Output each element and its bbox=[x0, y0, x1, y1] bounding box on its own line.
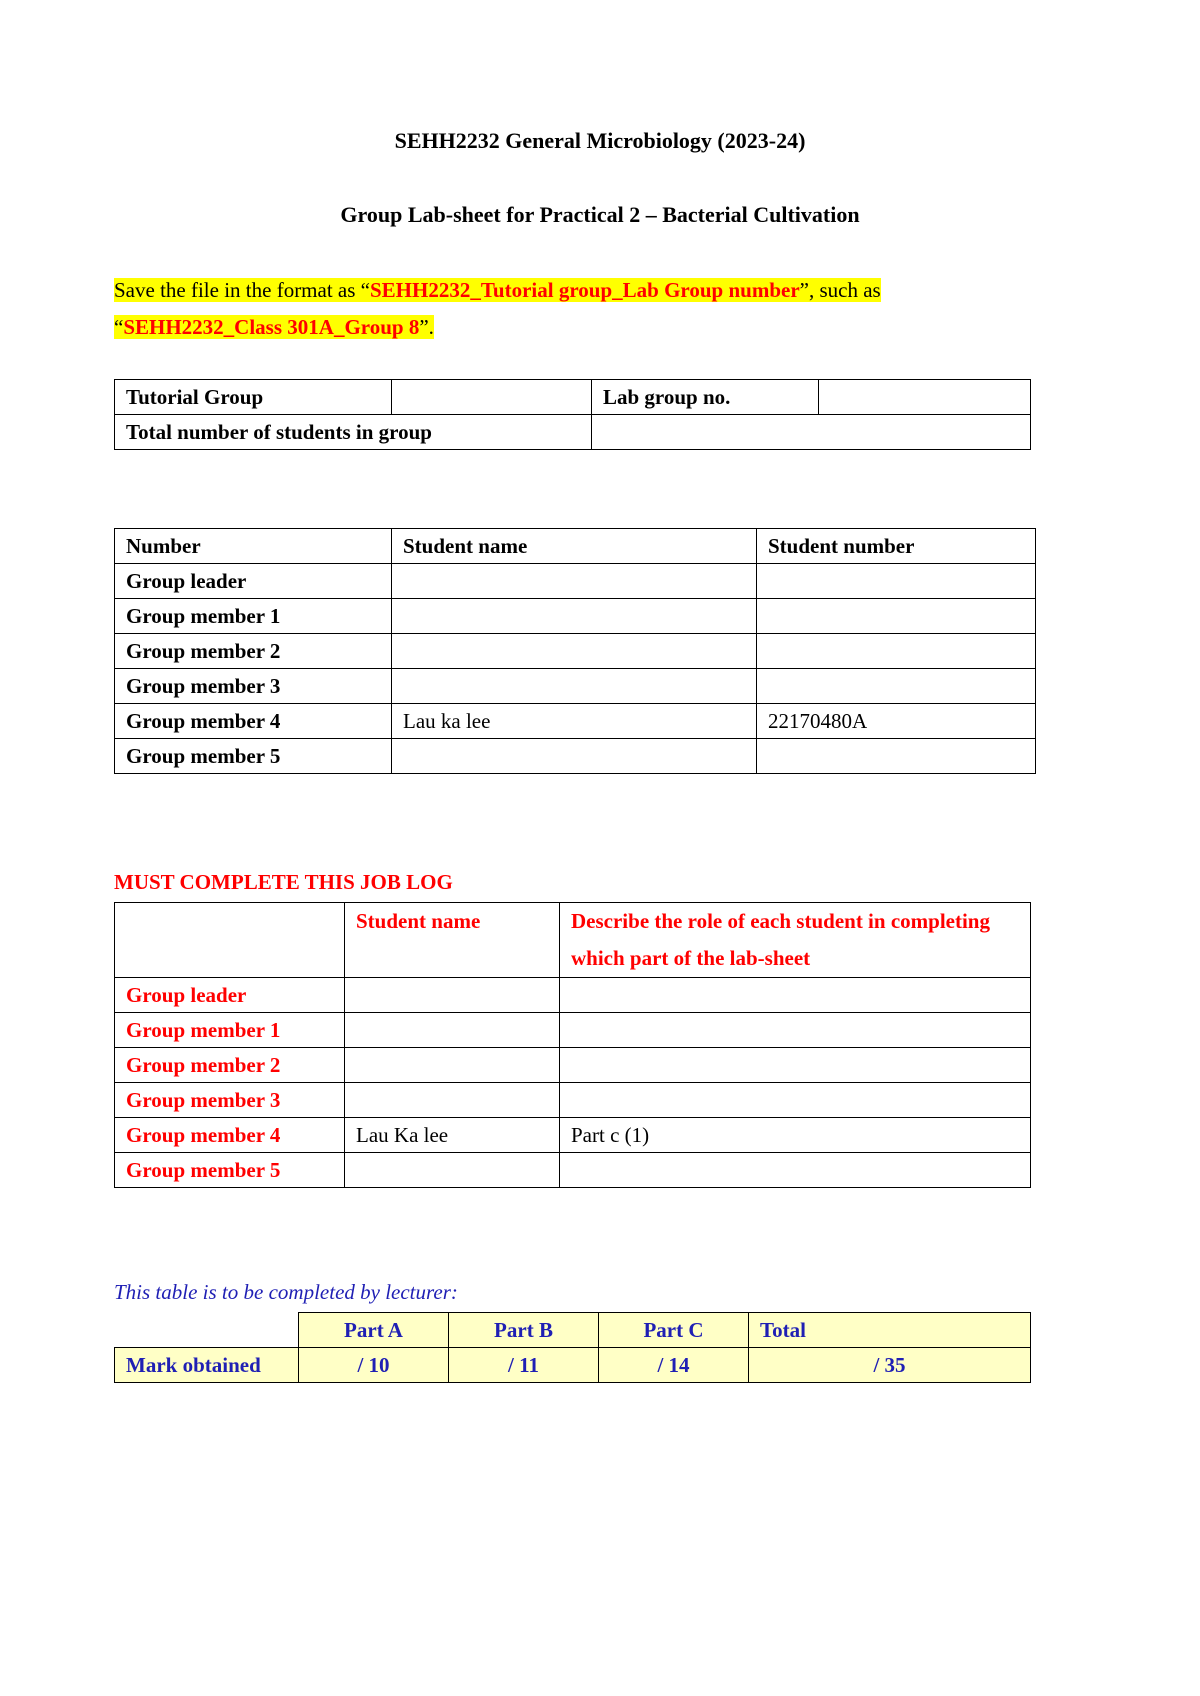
column-header: Total bbox=[749, 1313, 1031, 1348]
table-row bbox=[115, 1348, 1031, 1383]
student-number-cell[interactable] bbox=[757, 634, 1036, 669]
member-role: Group member 3 bbox=[115, 669, 392, 704]
student-number-cell[interactable] bbox=[757, 599, 1036, 634]
instruction-prefix: Save the file in the format as “ bbox=[114, 278, 370, 302]
member-role: Group member 1 bbox=[115, 1013, 345, 1048]
student-number-cell[interactable]: 22170480A bbox=[757, 704, 1036, 739]
student-name-cell[interactable]: Lau Ka lee bbox=[345, 1118, 560, 1153]
total-students-label: Total number of students in group bbox=[115, 415, 592, 450]
role-description-cell[interactable] bbox=[560, 1083, 1031, 1118]
table-row bbox=[115, 978, 1031, 1013]
member-role: Group member 4 bbox=[115, 1118, 345, 1153]
column-header: Part C bbox=[599, 1313, 749, 1348]
table-row bbox=[115, 599, 1036, 634]
student-number-cell[interactable] bbox=[757, 669, 1036, 704]
role-description-cell[interactable] bbox=[560, 1048, 1031, 1083]
mark-cell: / 35 bbox=[749, 1348, 1031, 1383]
student-name-cell[interactable] bbox=[392, 669, 757, 704]
lab-group-label: Lab group no. bbox=[592, 380, 819, 415]
table-row bbox=[115, 739, 1036, 774]
student-name-cell[interactable] bbox=[392, 599, 757, 634]
student-number-cell[interactable] bbox=[757, 564, 1036, 599]
members-table bbox=[114, 528, 1036, 774]
tutorial-group-field[interactable] bbox=[392, 380, 592, 415]
column-header: Part A bbox=[299, 1313, 449, 1348]
column-header: Describe the role of each student in completing which part of the lab-sheet bbox=[560, 903, 1031, 978]
job-log-table bbox=[114, 902, 1031, 1188]
member-role: Group member 5 bbox=[115, 1153, 345, 1188]
instruction-suffix: ”. bbox=[419, 315, 434, 339]
tutorial-group-label: Tutorial Group bbox=[115, 380, 392, 415]
table-row bbox=[115, 1118, 1031, 1153]
column-header: Student name bbox=[392, 529, 757, 564]
table-row bbox=[115, 415, 1031, 450]
table-row bbox=[115, 1153, 1031, 1188]
course-title: SEHH2232 General Microbiology (2023-24) bbox=[394, 128, 806, 153]
student-name-cell[interactable] bbox=[392, 739, 757, 774]
table-row bbox=[115, 669, 1036, 704]
instruction-middle: ”, such as bbox=[799, 278, 881, 302]
example-open: “ bbox=[114, 315, 124, 339]
student-name-cell[interactable] bbox=[392, 564, 757, 599]
column-header: Part B bbox=[449, 1313, 599, 1348]
mark-cell: / 11 bbox=[449, 1348, 599, 1383]
role-description-cell[interactable]: Part c (1) bbox=[560, 1118, 1031, 1153]
file-naming-instructions bbox=[114, 272, 1014, 346]
column-header bbox=[115, 903, 345, 978]
table-row bbox=[115, 704, 1036, 739]
column-header: Number bbox=[115, 529, 392, 564]
student-name-cell[interactable]: Lau ka lee bbox=[392, 704, 757, 739]
student-number-cell[interactable] bbox=[757, 739, 1036, 774]
member-role: Group member 2 bbox=[115, 1048, 345, 1083]
empty-corner-cell bbox=[115, 1313, 299, 1348]
role-description-cell[interactable] bbox=[560, 1153, 1031, 1188]
member-role: Group member 1 bbox=[115, 599, 392, 634]
total-students-field[interactable] bbox=[592, 415, 1031, 450]
member-role: Group member 2 bbox=[115, 634, 392, 669]
sheet-title: Group Lab-sheet for Practical 2 – Bacterial Cultivation bbox=[340, 202, 860, 227]
column-header: Student number bbox=[757, 529, 1036, 564]
student-name-cell[interactable] bbox=[345, 1083, 560, 1118]
table-row bbox=[115, 1013, 1031, 1048]
member-role: Group leader bbox=[115, 564, 392, 599]
member-role: Group leader bbox=[115, 978, 345, 1013]
student-name-cell[interactable] bbox=[345, 1013, 560, 1048]
marks-table bbox=[114, 1312, 1031, 1383]
table-row bbox=[115, 634, 1036, 669]
table-row bbox=[115, 1083, 1031, 1118]
lab-group-field[interactable] bbox=[819, 380, 1031, 415]
table-row bbox=[115, 564, 1036, 599]
student-name-cell[interactable] bbox=[345, 1153, 560, 1188]
member-role: Group member 3 bbox=[115, 1083, 345, 1118]
table-row bbox=[115, 1048, 1031, 1083]
student-name-cell[interactable] bbox=[345, 978, 560, 1013]
mark-obtained-label: Mark obtained bbox=[115, 1348, 299, 1383]
lecturer-note: This table is to be completed by lecturer: bbox=[114, 1280, 458, 1304]
table-header-row bbox=[115, 529, 1036, 564]
job-log-heading: MUST COMPLETE THIS JOB LOG bbox=[114, 870, 453, 894]
table-header-row bbox=[115, 903, 1031, 978]
mark-cell: / 10 bbox=[299, 1348, 449, 1383]
role-description-cell[interactable] bbox=[560, 978, 1031, 1013]
member-role: Group member 5 bbox=[115, 739, 392, 774]
table-row bbox=[115, 380, 1031, 415]
format-name: SEHH2232_Tutorial group_Lab Group number bbox=[370, 278, 800, 302]
column-header: Student name bbox=[345, 903, 560, 978]
group-info-table bbox=[114, 379, 1031, 450]
member-role: Group member 4 bbox=[115, 704, 392, 739]
role-description-cell[interactable] bbox=[560, 1013, 1031, 1048]
student-name-cell[interactable] bbox=[345, 1048, 560, 1083]
example-name: SEHH2232_Class 301A_Group 8 bbox=[123, 315, 420, 339]
mark-cell: / 14 bbox=[599, 1348, 749, 1383]
student-name-cell[interactable] bbox=[392, 634, 757, 669]
table-header-row bbox=[115, 1313, 1031, 1348]
